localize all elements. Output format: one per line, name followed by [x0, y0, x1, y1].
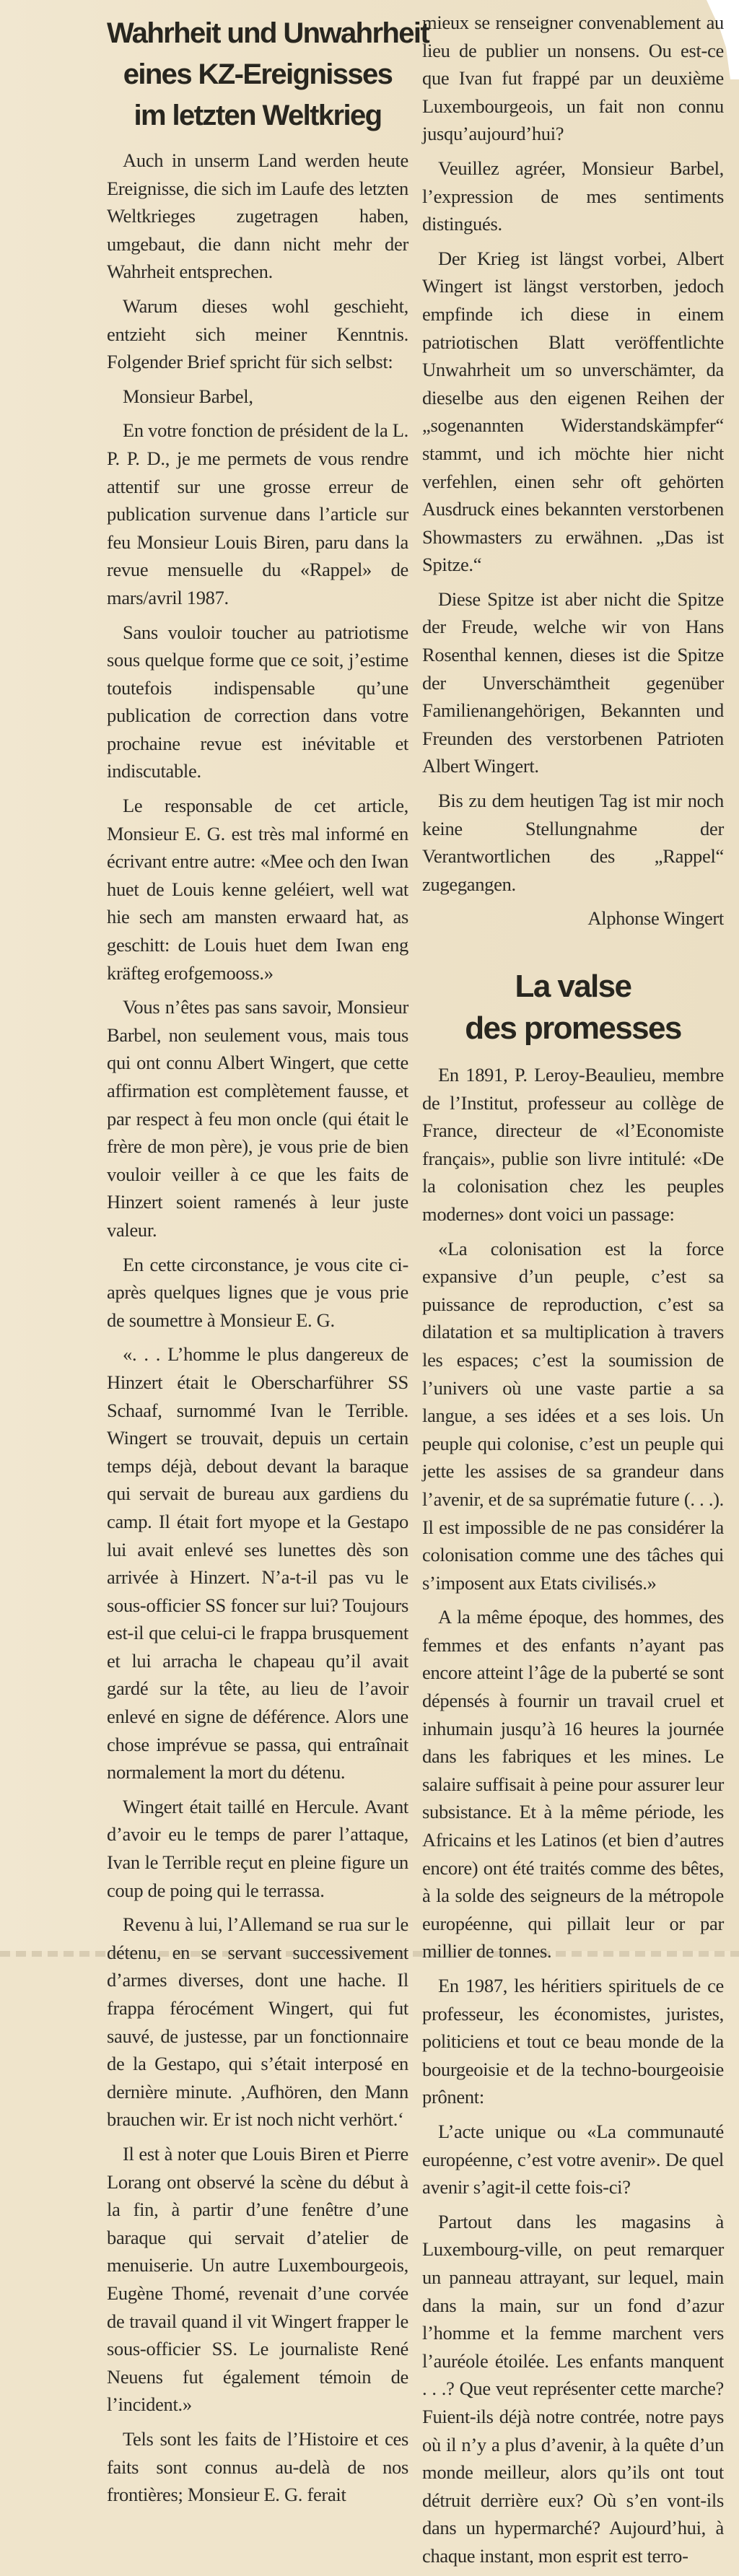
author-signature: Alphonse Wingert [587, 907, 724, 930]
headline-line: Wahrheit und Unwahrheit [107, 17, 429, 49]
headline-line: eines KZ-Ereignisses [123, 58, 393, 90]
paragraph: Warum dieses wohl geschieht, entzieht sich meiner Kenntnis. Folgender Brief spricht für sich selbst: [107, 294, 408, 373]
paragraph: Diese Spitze ist aber nicht die Spitze der Freude, welche wir von Hans Rosenthal kennen, dieses ist die Spitze der Unverschämtheit gegenüber Familienangehörigen, Bekannten und Freunden des verstorbenen Patrioten Albert Wingert. [422, 588, 724, 777]
paragraph: mieux se renseigner convenablement au lieu de publier un nonsens. Ou est-ce que Ivan fut frappé par un deuxième Luxembourgeois, un fait non connu jusqu’aujourd’hui? [422, 12, 724, 145]
left-column [107, 9, 429, 2515]
paragraph: Partout dans les magasins à Luxembourg-ville, on peut remarquer un panneau attrayant, sur lequel, main dans la main, sur un fond d’azur l’homme et la femme marchent vers l’auréole étoilée. Les enfants manquent . . .? Que veut représenter cette marche? Fuient-ils déjà notre contrée, notre pays où il n’y a plus d’avenir, à la quête d’un monde meilleur, alors qu’ils ont tout détruit derrière eux? Où s’en vont-ils dans un hypermarché? Aujourd’hui, à chaque instant, mon esprit est terro- [422, 2210, 724, 2567]
paragraph: Revenu à lui, l’Allemand se rua sur le détenu, en se servant successivement d’armes diverses, dont une hache. Il frappa férocément Wingert, qui fut sauvé, de justesse, par un fonctionnaire de la Gestapo, qui s’était interposé en dernière minute. ‚Aufhören, den Mann brauchen wir. Er ist noch nicht verhört.‘ [107, 1913, 408, 2131]
paragraph: L’acte unique ou «La communauté européenne, c’est votre avenir». De quel avenir s’agit-il cette fois-ci? [422, 2120, 724, 2199]
article-body-continued [422, 9, 724, 898]
paragraph: Wingert était taillé en Hercule. Avant d’avoir eu le temps de parer l’attaque, Ivan le Terrible reçut en pleine figure un coup de poing qui le terrassa. [107, 1795, 408, 1901]
paragraph: En votre fonction de président de la L. P. P. D., je me permets de vous rendre attentif sur une grosse erreur de publication survenue dans l’article sur feu Monsieur Louis Biren, paru dans la revue mensuelle du «Rappel» de mars/avril 1987. [107, 419, 408, 608]
paragraph: En 1987, les héritiers spirituels de ce professeur, les économistes, juristes, politiciens et tout ce beau monde de la bourgeoisie et de la techno-bourgeoisie prônent: [422, 1975, 724, 2108]
headline-line: im letzten Weltkrieg [134, 100, 382, 131]
paragraph: A la même époque, des hommes, des femmes et des enfants n’ayant pas encore atteint l’âge de la puberté se sont dépensés à fournir un travail cruel et inhumain jusqu’à 16 heures la journée dans les fabriques et les mines. Le salaire suffisait à peine pour assurer leur subsistance. Et à la même période, les Africains et les Latinos (et bien d’autres encore) ont été traités comme des bêtes, à la solde des seigneurs de la métropole européenne, qui pillait leur or par millier de tonnes. [422, 1606, 724, 1962]
paragraph: «La colonisation est la force expansive d’un peuple, c’est sa puissance de reproduction, c’est sa dilatation et sa multiplication à travers les espaces; c’est la soumission de l’univers où une vaste partie a sa langue, a ses idées et a ses lois. Un peuple qui colonise, c’est un peuple qui jette les assises de sa grandeur dans l’avenir, et de sa suprématie future (. . .). Il est impossible de ne pas considérer la colonisation comme une des tâches qui s’imposent aux Etats civilisés.» [422, 1237, 724, 1594]
headline-line: La valse [515, 969, 631, 1004]
paragraph: En 1891, P. Leroy-Beaulieu, membre de l’Institut, professeur au collège de France, directeur de «l’Economiste français», publie son livre intitulé: «De la colonisation chez les peuples modernes» dont voici un passage: [422, 1064, 724, 1225]
paragraph: Bis zu dem heutigen Tag ist mir noch keine Stellungnahme der Verantwortlichen des „Rappel“ zugegangen. [422, 790, 724, 895]
headline-line: des promesses [465, 1010, 681, 1046]
article-2-body [422, 1061, 724, 2570]
paragraph: Der Krieg ist längst vorbei, Albert Wingert ist längst verstorben, jedoch empfinde ich diese in einem patriotischen Blatt veröffentlichte Unwahrheit um so unverschämter, da dieselbe aus den eigenen Reihen der „sogenannten Widerstandskämpfer“ stammt, und ich möchte hier nicht verfehlen, einen sehr oft gehörten Ausdruck eines bekannten verstorbenen Showmasters zu erwähnen. „Das ist Spitze.“ [422, 247, 724, 576]
article-body [107, 147, 408, 2509]
paragraph: Sans vouloir toucher au patriotisme sous quelque forme que ce soit, j’estime toutefois indispensable qu’une publication de correction dans votre prochaine revue est inévitable et indiscutable. [107, 621, 408, 782]
paragraph: Veuillez agréer, Monsieur Barbel, l’expression de mes sentiments distingués. [422, 157, 724, 235]
paragraph: Vous n’êtes pas sans savoir, Monsieur Barbel, non seulement vous, mais tous qui ont connu Albert Wingert, que cette affirmation est complètement fausse, et par respect à feu mon oncle (qui était le frère de mon père), je vous prie de bien vouloir veiller à ce que les faits de Hinzert soient ramenés à leur juste valeur. [107, 996, 408, 1241]
right-column [422, 9, 724, 2576]
paragraph: Le responsable de cet article, Monsieur E. G. est très mal informé en écrivant entre autre: «Mee och den Iwan huet de Louis kenne geléiert, well wat hie sech am mansten erwaard hat, as geschitt: de Louis huet dem Iwan eng kräfteg erofgemooss.» [107, 795, 408, 984]
paragraph: Il est à noter que Louis Biren et Pierre Lorang ont observé la scène du début à la fin, à partir d’une fenêtre d’une baraque qui servait d’atelier de menuiserie. Un autre Luxembourgeois, Eugène Thomé, revenait d’une corvée de travail quand il vit Wingert frapper le sous-officier SS. Le journaliste René Neuens fut également témoin de l’incident.» [107, 2142, 408, 2416]
article-headline-2 [422, 966, 724, 1049]
paragraph: «. . . L’homme le plus dangereux de Hinzert était le Oberscharführer SS Schaaf, surnommé Ivan le Terrible. Wingert se trouvait, depuis un certain temps déjà, debout devant la baraque qui servait de bureau aux gardiens du camp. Il était fort myope et la Gestapo lui avait enlevé ses lunettes dès son arrivée à Hinzert. N’a-t-il pas vu le sous-officier SS foncer sur lui? Toujours est-il que celui-ci le frappa brusquement et lui arracha le chapeau qu’il avait gardé sur la tête, au lieu de l’avoir enlevé en signe de déférence. Alors une chose imprévue se passa, qui entraînait normalement la mort du détenu. [107, 1343, 408, 1783]
paragraph: En cette circonstance, je vous cite ci-après quelques lignes que je vous prie de soumettre à Monsieur E. G. [107, 1253, 408, 1331]
paragraph: Monsieur Barbel, [123, 385, 253, 407]
paragraph: Auch in unserm Land werden heute Ereignisse, die sich im Laufe des letzten Weltkrieges zugetragen haben, umgebaut, die dann nicht mehr der Wahrheit entsprechen. [107, 149, 408, 283]
paragraph: Tels sont les faits de l’Histoire et ces faits sont connus au-delà de nos frontières; Monsieur E. G. ferait [107, 2427, 408, 2506]
article-headline [107, 13, 429, 136]
